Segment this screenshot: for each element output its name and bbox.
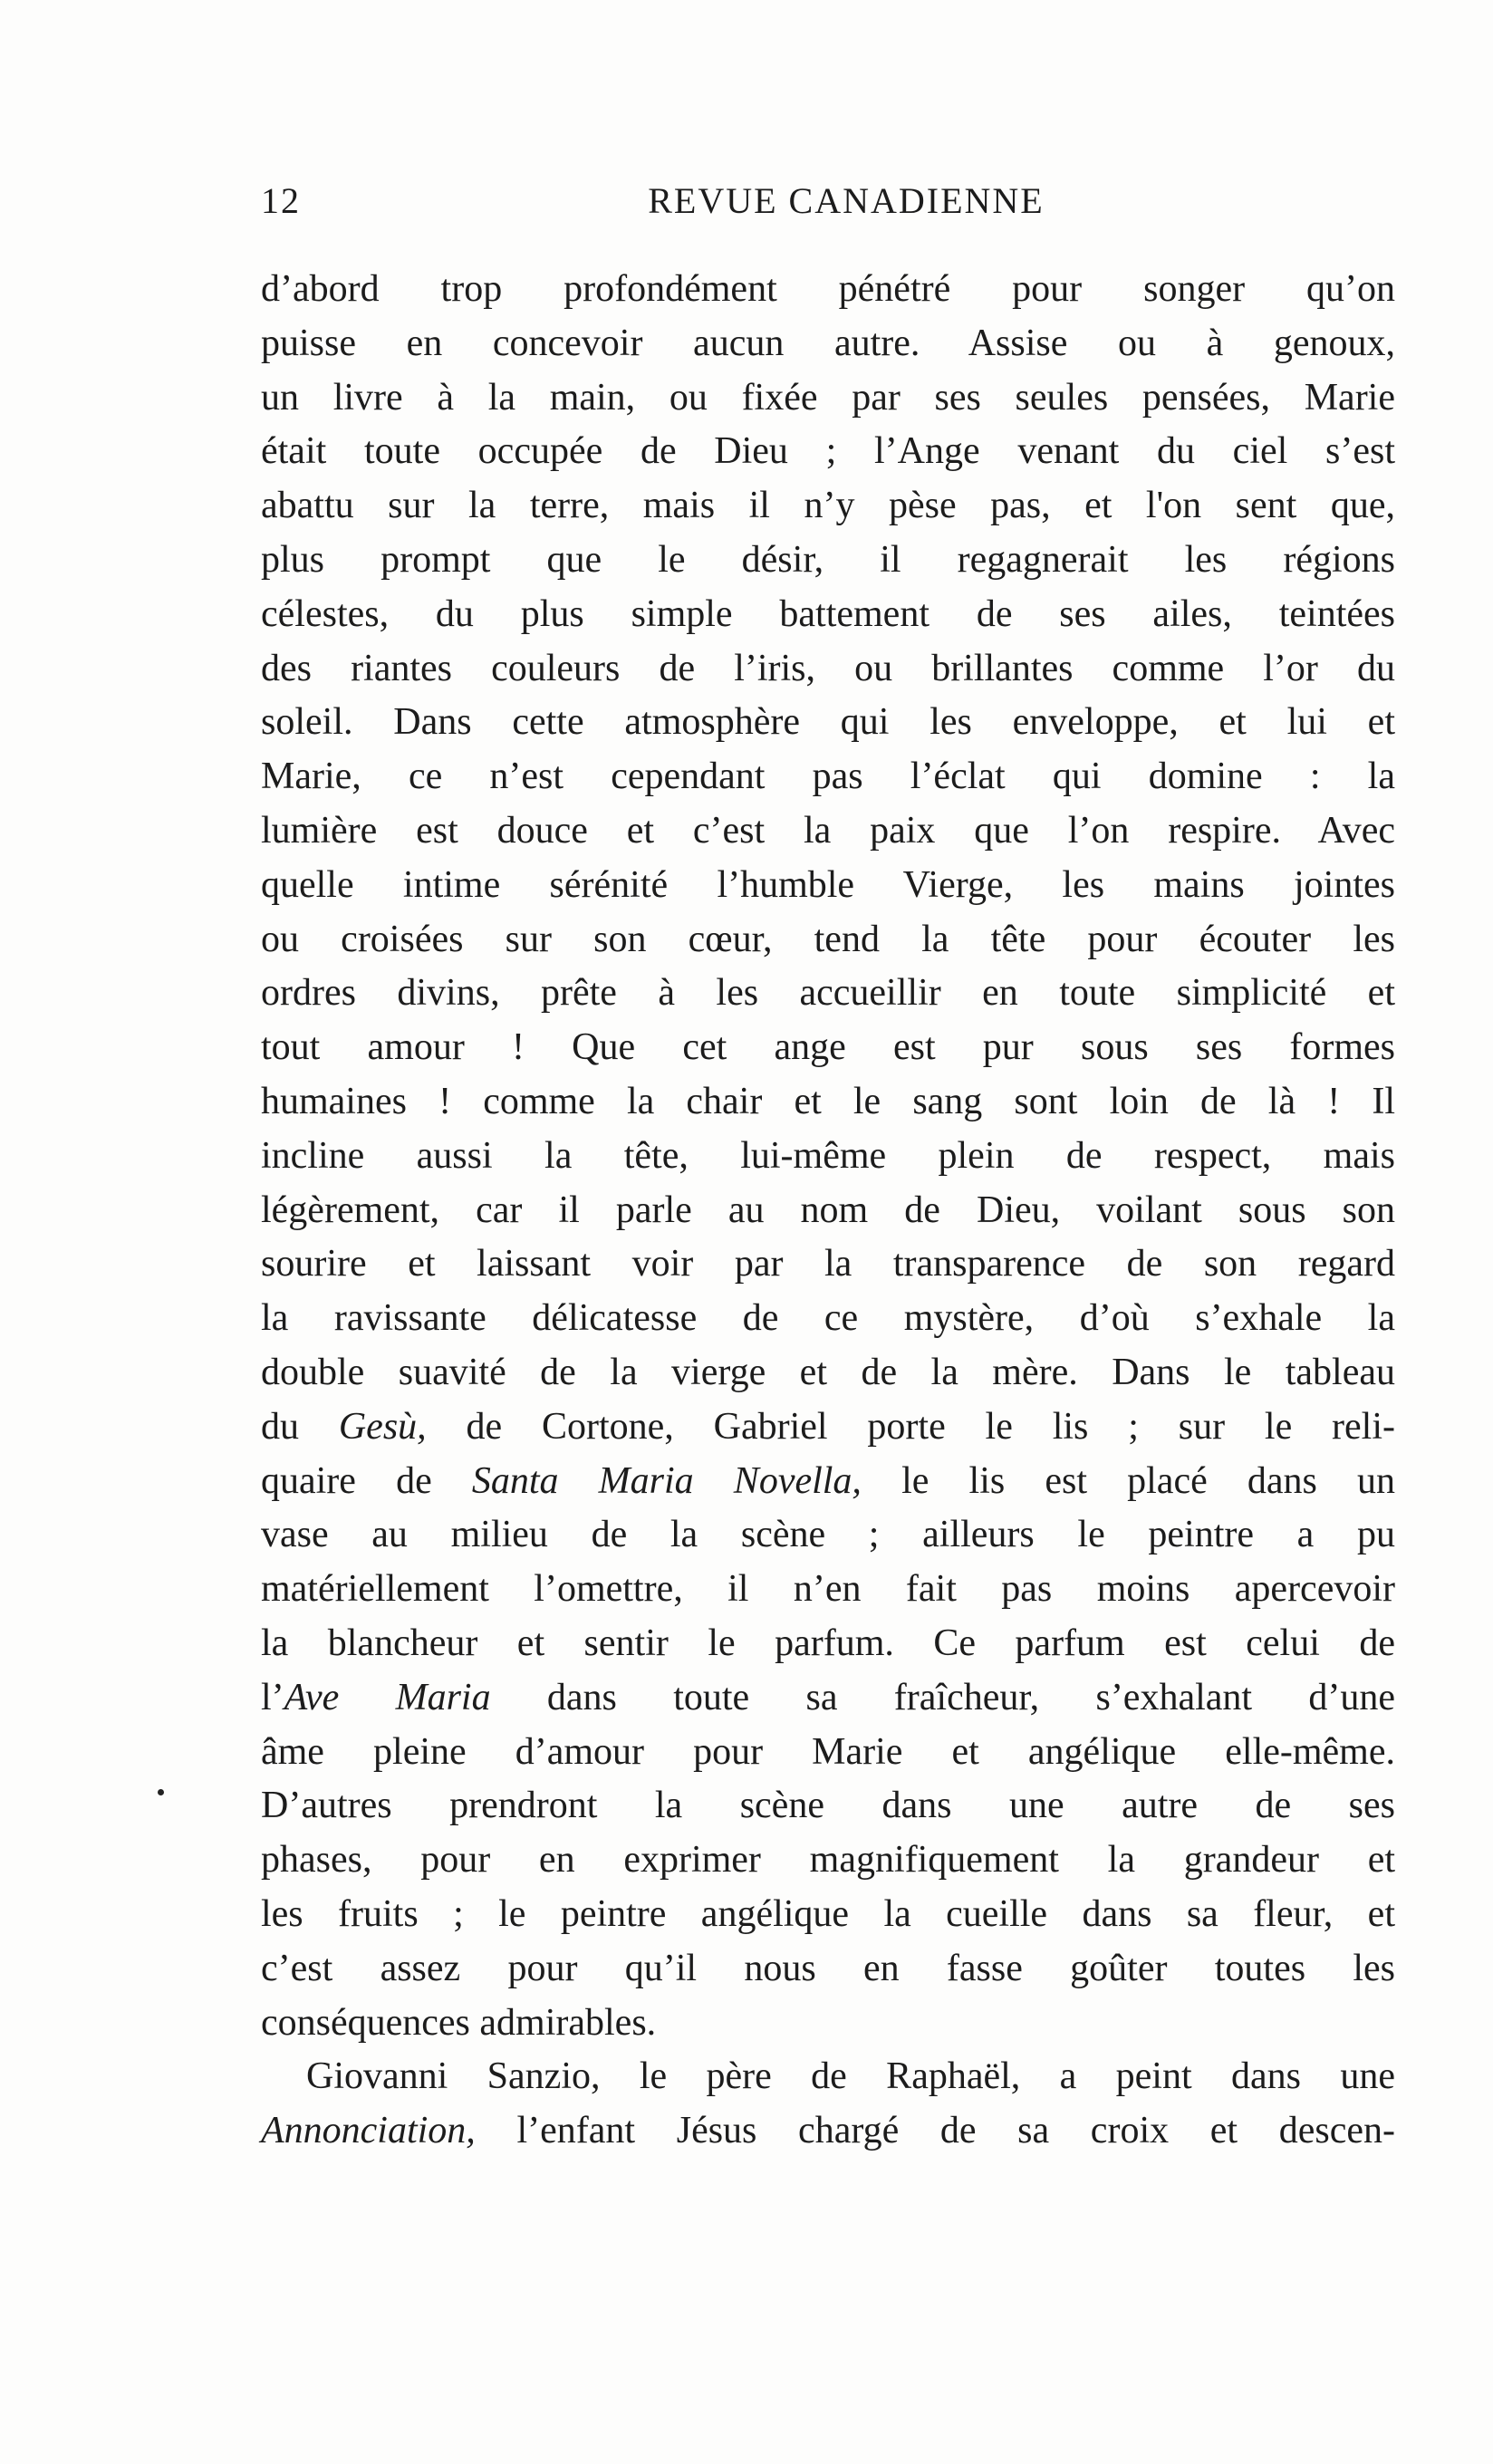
text-line-paragraph-end: conséquences admirables. [261,2001,657,2044]
text-line: c’est assez pour qu’il nous en fasse goûter toutes les [261,1947,1395,1989]
text-line: du Gesù, de Cortone, Gabriel porte le lis ; sur le reli- [261,1405,1395,1448]
text-line: ordres divins, prête à les accueillir en toute simplicité et [261,972,1395,1015]
italic-title: Annonciation, [261,2110,476,2152]
italic-title: Ave Maria [284,1676,491,1718]
text-line: vase au milieu de la scène ; ailleurs le peintre a pu [261,1514,1395,1556]
text-line: ou croisées sur son cœur, tend la tête pour écouter les [261,918,1395,960]
text-line: les fruits ; le peintre angélique la cueille dans sa fleur, et [261,1892,1395,1935]
page-number: 12 [261,180,301,221]
text-line: sourire et laissant voir par la transparence de son regard [261,1243,1395,1285]
text-line: légèrement, car il parle au nom de Dieu, voilant sous son [261,1189,1395,1231]
text-line: matériellement l’omettre, il n’en fait pas moins apercevoir [261,1568,1395,1611]
text-line: puisse en concevoir aucun autre. Assise ou à genoux, [261,322,1395,364]
text-line: l’Ave Maria dans toute sa fraîcheur, s’exhalant d’une [261,1676,1396,1718]
text-line: tout amour ! Que cet ange est pur sous ses formes [261,1026,1395,1069]
text-line: soleil. Dans cette atmosphère qui les enveloppe, et lui et [261,701,1395,744]
italic-title: Gesù, [338,1405,427,1448]
margin-dot [158,1789,164,1795]
running-title: REVUE CANADIENNE [648,180,1045,221]
text-line: plus prompt que le désir, il regagnerait les régions [261,538,1395,581]
body-text [261,263,1395,2159]
page-header [261,179,1395,230]
text-line: âme pleine d’amour pour Marie et angélique elle-même. [261,1730,1395,1773]
text-line-paragraph-start: Giovanni Sanzio, le père de Raphaël, a peint dans une [306,2055,1395,2098]
text-line: quaire de Santa Maria Novella, le lis est placé dans un [261,1459,1395,1502]
italic-title: Santa Maria Novella, [471,1459,862,1502]
text-line: Marie, ce n’est cependant pas l’éclat qui domine : la [261,756,1395,798]
text-line: un livre à la main, ou fixée par ses seules pensées, Marie [261,376,1395,419]
text-line: humaines ! comme la chair et le sang sont loin de là ! Il [261,1080,1395,1122]
text-line: des riantes couleurs de l’iris, ou brillantes comme l’or du [261,647,1395,689]
text-line: Annonciation, l’enfant Jésus chargé de sa croix et descen- [261,2110,1395,2152]
text-line: quelle intime sérénité l’humble Vierge, les mains jointes [261,863,1395,906]
text-line: incline aussi la tête, lui-même plein de respect, mais [261,1134,1395,1177]
text-line: lumière est douce et c’est la paix que l’on respire. Avec [261,809,1395,852]
text-line: phases, pour en exprimer magnifiquement la grandeur et [261,1839,1395,1882]
text-line: double suavité de la vierge et de la mère. Dans le tableau [261,1351,1395,1393]
text-line: la blancheur et sentir le parfum. Ce parfum est celui de [261,1622,1395,1664]
text-line: célestes, du plus simple battement de ses ailes, teintées [261,592,1395,635]
text-line: la ravissante délicatesse de ce mystère, d’où s’exhale la [261,1297,1395,1340]
text-line: d’abord trop profondément pénétré pour songer qu’on [261,268,1395,310]
text-line: était toute occupée de Dieu ; l’Ange venant du ciel s’est [261,430,1395,473]
text-line: D’autres prendront la scène dans une autre de ses [261,1785,1395,1827]
text-line: abattu sur la terre, mais il n’y pèse pas, et l'on sent que, [261,485,1395,527]
